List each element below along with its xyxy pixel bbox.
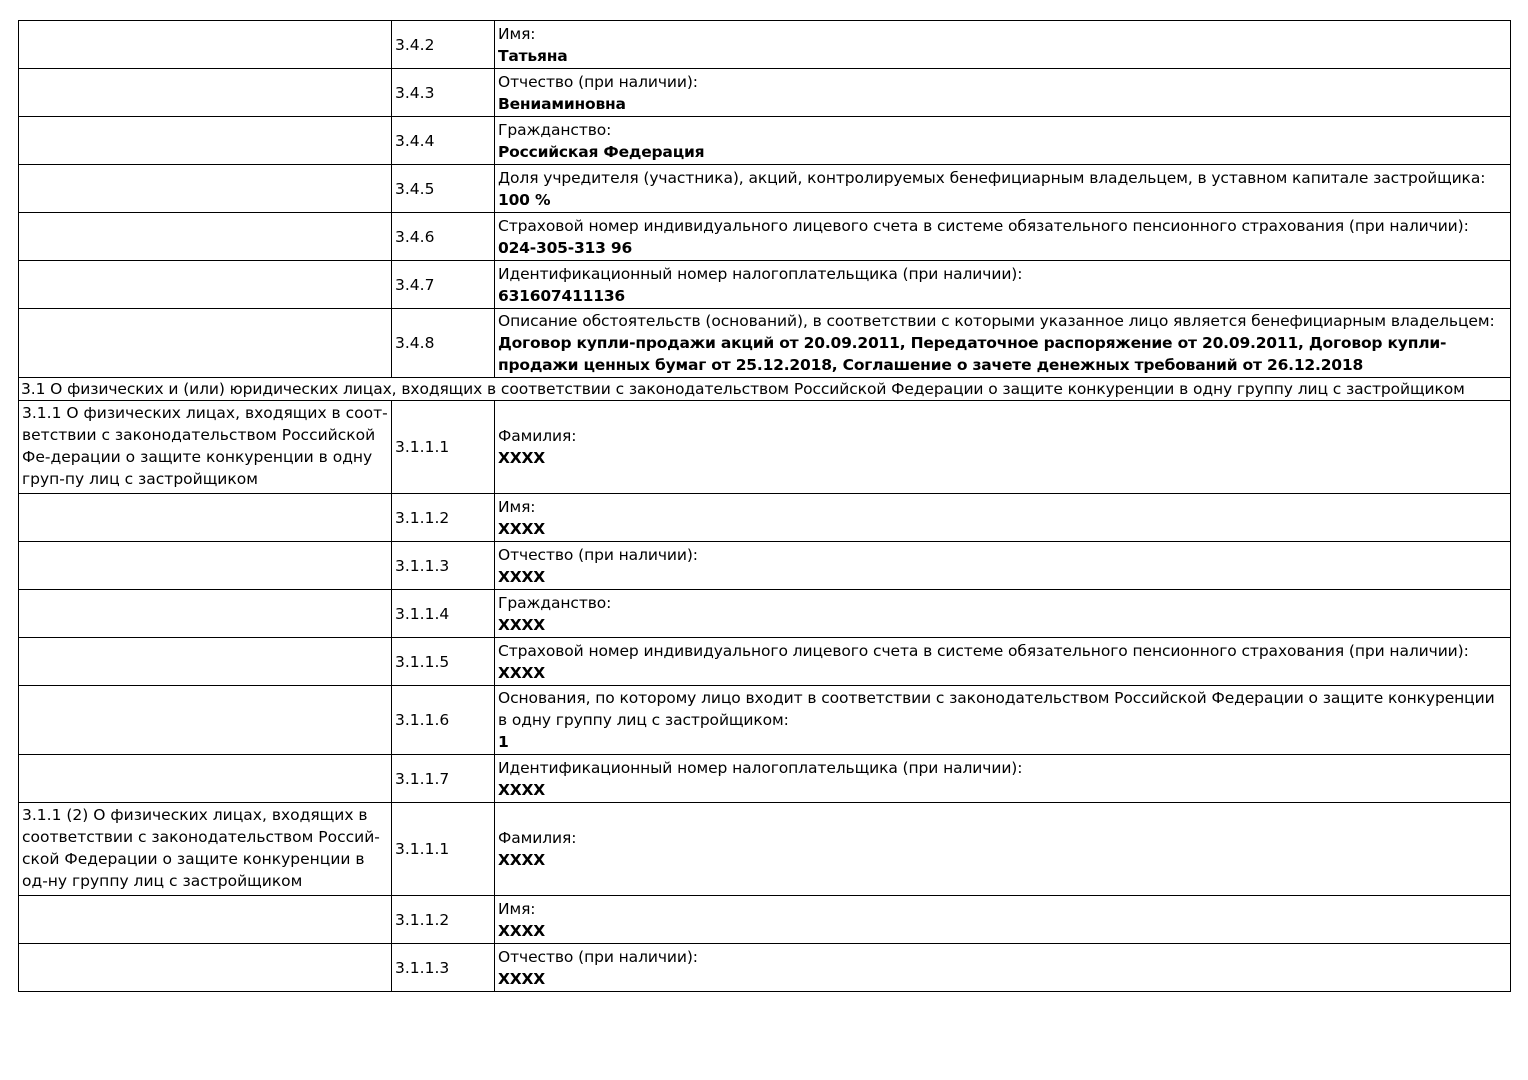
field-label: Отчество (при наличии):: [498, 72, 698, 91]
field-cell: [495, 309, 1511, 378]
field-value: 100 %: [498, 190, 551, 209]
table-row: [19, 309, 1511, 378]
field-cell: [495, 117, 1511, 165]
row-code: 3.4.2: [392, 21, 495, 69]
field-value: 1: [498, 733, 509, 751]
row-code: 3.1.1.2: [392, 896, 495, 944]
field-cell: [495, 803, 1511, 896]
empty-cell: [19, 896, 392, 944]
field-value: Договор купли-продажи акций от 20.09.2011, Передаточное распоряжение от 20.09.2011, Договор купли-продажи ценных бумаг от 25.12.2018, Соглашение о зачете денежных требований от 26.12.2018: [498, 334, 1447, 374]
field-label: Имя:: [498, 24, 536, 43]
empty-cell: [19, 165, 392, 213]
table-row: [19, 117, 1511, 165]
field-cell: [495, 686, 1511, 755]
section-row: [19, 378, 1511, 401]
row-code: 3.1.1.5: [392, 638, 495, 686]
field-label: Идентификационный номер налогоплательщика (при наличии):: [498, 758, 1023, 777]
empty-cell: [19, 117, 392, 165]
field-cell: [495, 69, 1511, 117]
field-cell: [495, 755, 1511, 803]
field-value: Татьяна: [498, 46, 568, 65]
field-label: Отчество (при наличии):: [498, 545, 698, 564]
field-label: Отчество (при наличии):: [498, 947, 698, 966]
table-row: [19, 494, 1511, 542]
field-label: Имя:: [498, 497, 536, 516]
field-value: ХХХХ: [498, 449, 546, 467]
field-label: Имя:: [498, 899, 536, 918]
row-code: 3.4.3: [392, 69, 495, 117]
empty-cell: [19, 638, 392, 686]
table-row: [19, 755, 1511, 803]
empty-cell: [19, 944, 392, 992]
empty-cell: [19, 69, 392, 117]
field-value: 024-305-313 96: [498, 238, 633, 257]
table-row: [19, 542, 1511, 590]
field-label: Идентификационный номер налогоплательщика (при наличии):: [498, 264, 1023, 283]
row-code: 3.1.1.1: [392, 803, 495, 896]
field-value: Вениаминовна: [498, 94, 626, 113]
field-label: Гражданство:: [498, 593, 612, 612]
field-label: Доля учредителя (участника), акций, контролируемых бенефициарным владельцем, в уставном капитале застройщика:: [498, 168, 1486, 187]
empty-cell: [19, 21, 392, 69]
field-value: ХХХХ: [498, 851, 546, 869]
field-cell: [495, 638, 1511, 686]
row-code: 3.1.1.2: [392, 494, 495, 542]
field-cell: [495, 494, 1511, 542]
row-code: 3.4.5: [392, 165, 495, 213]
disclosure-table: [18, 20, 1511, 992]
field-label: Гражданство:: [498, 120, 612, 139]
table-row: [19, 944, 1511, 992]
document-page: [18, 20, 1510, 992]
table-row: [19, 213, 1511, 261]
row-code: 3.4.7: [392, 261, 495, 309]
empty-cell: [19, 213, 392, 261]
table-row: [19, 803, 1511, 896]
table-row: [19, 21, 1511, 69]
row-code: 3.1.1.1: [392, 401, 495, 494]
field-cell: [495, 165, 1511, 213]
table-row: [19, 401, 1511, 494]
row-code: 3.1.1.3: [392, 542, 495, 590]
field-cell: [495, 213, 1511, 261]
row-code: 3.4.6: [392, 213, 495, 261]
table-row: [19, 261, 1511, 309]
field-cell: [495, 590, 1511, 638]
table-row: [19, 686, 1511, 755]
field-value: Российская Федерация: [498, 142, 705, 161]
row-code: 3.4.8: [392, 309, 495, 378]
row-code: 3.1.1.6: [392, 686, 495, 755]
row-code: 3.1.1.4: [392, 590, 495, 638]
section-title: 3.1 О физических и (или) юридических лицах, входящих в соответствии с законодательством Российской Федерации о защите конкуренции в одну группу лиц с застройщиком: [19, 378, 1511, 401]
field-label: Основания, по которому лицо входит в соответствии с законодательством Российской Федерации о защите конкуренции в одну группу лиц с застройщиком:: [498, 689, 1495, 729]
table-row: [19, 638, 1511, 686]
field-cell: [495, 401, 1511, 494]
field-cell: [495, 261, 1511, 309]
field-label: Фамилия:: [498, 427, 577, 445]
empty-cell: [19, 261, 392, 309]
field-value: 631607411136: [498, 286, 626, 305]
group-description: 3.1.1 (2) О физических лицах, входящих в соответствии с законодательством Россий-ской Федерации о защите конкуренции в од-ну группу лиц с застройщиком: [19, 803, 392, 896]
field-value: ХХХХ: [498, 663, 546, 682]
row-code: 3.1.1.7: [392, 755, 495, 803]
field-value: ХХХХ: [498, 615, 546, 634]
empty-cell: [19, 590, 392, 638]
field-label: Страховой номер индивидуального лицевого счета в системе обязательного пенсионного страхования (при наличии):: [498, 216, 1469, 235]
field-cell: [495, 944, 1511, 992]
field-value: ХХХХ: [498, 921, 546, 940]
field-label: Страховой номер индивидуального лицевого счета в системе обязательного пенсионного страхования (при наличии):: [498, 641, 1469, 660]
field-value: ХХХХ: [498, 567, 546, 586]
empty-cell: [19, 494, 392, 542]
row-code: 3.1.1.3: [392, 944, 495, 992]
table-row: [19, 69, 1511, 117]
empty-cell: [19, 755, 392, 803]
table-row: [19, 165, 1511, 213]
field-label: Фамилия:: [498, 829, 577, 847]
empty-cell: [19, 686, 392, 755]
field-cell: [495, 21, 1511, 69]
table-row: [19, 590, 1511, 638]
field-cell: [495, 542, 1511, 590]
group-description: 3.1.1 О физических лицах, входящих в соот-ветствии с законодательством Российской Фе-дерации о защите конкуренции в одну груп-пу лиц с застройщиком: [19, 401, 392, 494]
field-value: ХХХХ: [498, 780, 546, 799]
table-row: [19, 896, 1511, 944]
field-value: ХХХХ: [498, 519, 546, 538]
empty-cell: [19, 542, 392, 590]
row-code: 3.4.4: [392, 117, 495, 165]
empty-cell: [19, 309, 392, 378]
field-cell: [495, 896, 1511, 944]
field-value: ХХХХ: [498, 969, 546, 988]
field-label: Описание обстоятельств (оснований), в соответствии с которыми указанное лицо является бенефициарным владельцем:: [498, 312, 1495, 330]
